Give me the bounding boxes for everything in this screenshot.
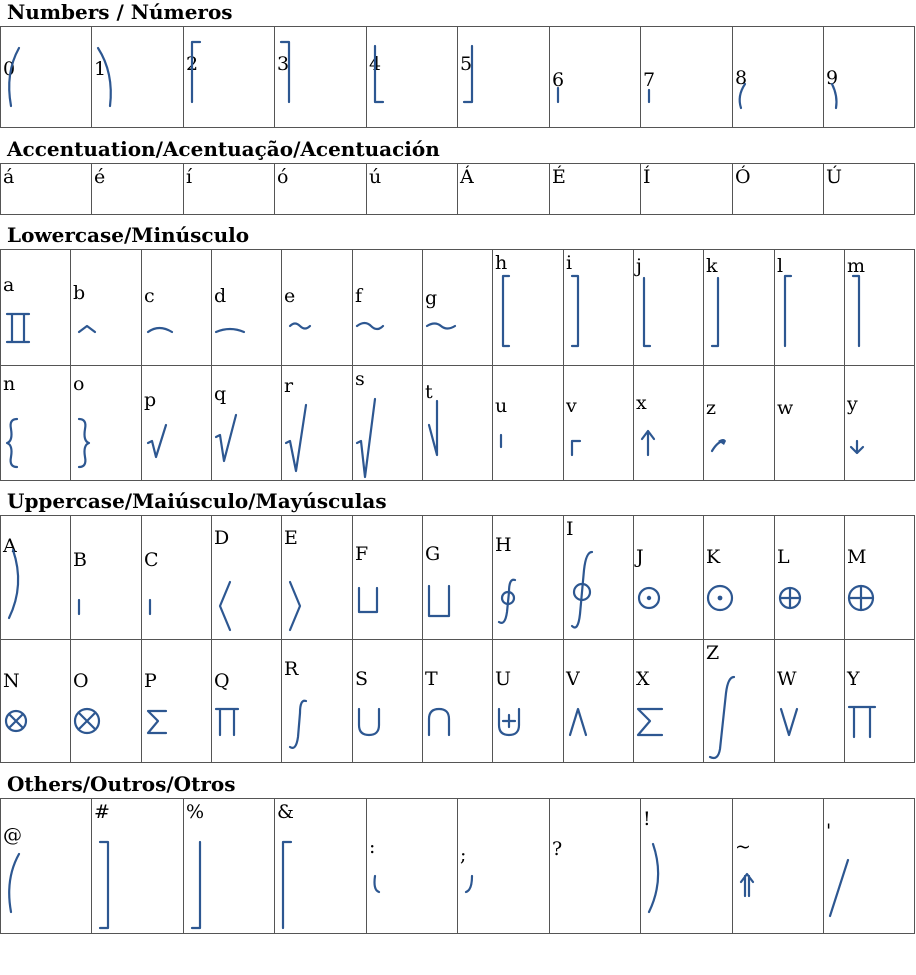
slash-icon — [824, 799, 915, 934]
square-cup-icon — [353, 516, 423, 640]
integral-large-icon — [704, 640, 775, 763]
character-cell[interactable] — [733, 27, 824, 128]
double-bar-pi-icon — [1, 250, 71, 366]
character-key-label: Y — [847, 668, 860, 690]
character-cell[interactable] — [353, 640, 423, 763]
character-key-label: A — [3, 535, 17, 557]
character-key-label: J — [636, 546, 644, 568]
character-key-label: t — [425, 381, 433, 403]
bracket-upper-left-icon — [184, 27, 275, 128]
section-title: Lowercase/Minúsculo — [7, 223, 250, 247]
character-cell[interactable] — [367, 164, 458, 215]
character-key-label: e — [284, 285, 296, 307]
bracket-right-icon — [564, 250, 634, 366]
character-cell[interactable] — [641, 164, 733, 215]
character-key-label: D — [214, 527, 230, 549]
character-cell[interactable] — [142, 250, 212, 366]
character-key-label: B — [73, 549, 87, 571]
character-cell[interactable] — [550, 164, 641, 215]
character-grid — [0, 798, 915, 934]
character-key-label: b — [73, 282, 86, 304]
character-cell[interactable] — [212, 516, 282, 640]
character-key-label: q — [214, 383, 227, 405]
circle-plus-large-icon — [845, 516, 915, 640]
character-cell[interactable] — [282, 366, 353, 481]
contour-integral-icon — [493, 516, 564, 640]
small-hook-right-icon — [458, 799, 550, 934]
character-key-label: ú — [369, 166, 382, 188]
character-cell[interactable] — [458, 799, 550, 934]
character-key-label: @ — [3, 824, 22, 846]
character-cell[interactable] — [275, 27, 367, 128]
character-key-label: 7 — [643, 69, 656, 91]
character-cell[interactable] — [458, 27, 550, 128]
character-key-label: V — [566, 668, 580, 690]
bracket-upper-right-icon — [275, 27, 367, 128]
character-cell[interactable] — [704, 366, 775, 481]
character-cell[interactable] — [704, 516, 775, 640]
character-key-label: ; — [460, 844, 467, 866]
character-cell[interactable] — [775, 366, 845, 481]
character-cell[interactable] — [423, 516, 493, 640]
character-cell[interactable] — [641, 799, 733, 934]
floor-left-icon — [634, 250, 704, 366]
character-key-label: ! — [643, 808, 651, 830]
ceil-left-icon — [775, 250, 845, 366]
radical-xlarge-icon — [353, 366, 423, 481]
character-key-label: c — [144, 285, 155, 307]
pi-large-icon — [845, 640, 915, 763]
hook-icon — [704, 366, 775, 481]
character-key-label: P — [144, 670, 157, 692]
character-key-label: p — [144, 389, 157, 411]
character-key-label: I — [566, 518, 574, 540]
radical-medium-icon — [212, 366, 282, 481]
tilde-small-icon — [282, 250, 353, 366]
character-key-label: É — [552, 166, 566, 188]
character-key-label: í — [186, 166, 193, 188]
pi-icon — [212, 640, 282, 763]
character-key-label: 6 — [552, 69, 565, 91]
contour-integral-large-icon — [564, 516, 634, 640]
character-key-label: j — [636, 255, 642, 277]
small-paren-right-icon — [824, 27, 915, 128]
character-key-label: o — [73, 373, 85, 395]
small-hook-left-icon — [367, 799, 458, 934]
brace-right-icon — [71, 366, 142, 481]
circle-times-icon — [1, 640, 71, 763]
wedge-icon — [564, 640, 634, 763]
character-cell[interactable] — [423, 366, 493, 481]
hat-wide-icon — [142, 250, 212, 366]
character-cell[interactable] — [824, 27, 915, 128]
character-key-label: 0 — [3, 58, 16, 80]
character-cell[interactable] — [71, 250, 142, 366]
section-title: Numbers / Números — [7, 0, 233, 24]
character-cell[interactable] — [353, 366, 423, 481]
character-cell[interactable] — [564, 366, 634, 481]
character-cell[interactable] — [564, 516, 634, 640]
character-key-label: ~ — [735, 836, 751, 858]
character-key-label: 5 — [460, 53, 473, 75]
character-key-label: g — [425, 287, 438, 309]
character-key-label: k — [706, 255, 718, 277]
character-key-label: r — [284, 375, 294, 397]
character-key-label: f — [355, 285, 363, 307]
character-key-label: # — [94, 801, 110, 823]
character-grid — [0, 26, 915, 128]
character-key-label: é — [94, 166, 106, 188]
character-cell[interactable] — [1, 164, 92, 215]
character-key-label: h — [495, 252, 508, 274]
character-cell[interactable] — [184, 164, 275, 215]
character-key-label: 4 — [369, 53, 382, 75]
character-key-label: C — [144, 549, 159, 571]
character-key-label: s — [355, 368, 365, 390]
hat-small-icon — [71, 250, 142, 366]
character-cell[interactable] — [282, 640, 353, 763]
integral-icon — [282, 640, 353, 763]
character-cell[interactable] — [824, 164, 915, 215]
paren-left-icon — [1, 799, 92, 934]
character-cell[interactable] — [353, 250, 423, 366]
character-key-label: 3 — [277, 53, 290, 75]
character-key-label: y — [847, 393, 858, 415]
character-cell[interactable] — [550, 799, 641, 934]
character-cell[interactable] — [641, 27, 733, 128]
bracket-right-tall-icon — [92, 799, 184, 934]
character-key-label: 8 — [735, 67, 748, 89]
character-cell[interactable] — [367, 27, 458, 128]
tilde-wide-icon — [353, 250, 423, 366]
character-key-label: U — [495, 668, 512, 690]
circle-plus-icon — [775, 516, 845, 640]
character-key-label: z — [706, 397, 717, 419]
character-key-label: O — [73, 670, 89, 692]
small-paren-left-icon — [733, 27, 824, 128]
character-key-label: a — [3, 274, 15, 296]
arrow-down-icon — [845, 366, 915, 481]
character-cell[interactable] — [92, 799, 184, 934]
ceil-right-icon — [845, 250, 915, 366]
short-bar-icon — [142, 516, 212, 640]
character-cell[interactable] — [564, 640, 634, 763]
short-bar-icon — [550, 27, 641, 128]
character-key-label: Q — [214, 670, 230, 692]
character-cell[interactable] — [1, 799, 92, 934]
character-key-label: w — [777, 397, 794, 419]
character-cell[interactable] — [493, 366, 564, 481]
character-cell[interactable] — [1, 516, 71, 640]
character-cell[interactable] — [212, 640, 282, 763]
brace-left-icon — [1, 366, 71, 481]
character-cell[interactable] — [212, 366, 282, 481]
character-cell[interactable] — [493, 640, 564, 763]
tiny-bar-icon — [493, 366, 564, 481]
hat-wider-icon — [212, 250, 282, 366]
union-icon — [353, 640, 423, 763]
character-grid — [0, 163, 915, 215]
character-cell[interactable] — [845, 516, 915, 640]
character-key-label: E — [284, 527, 298, 549]
character-key-label: 9 — [826, 67, 839, 89]
character-cell[interactable] — [184, 27, 275, 128]
character-cell[interactable] — [564, 250, 634, 366]
character-key-label: G — [425, 543, 441, 565]
character-cell[interactable] — [71, 640, 142, 763]
character-key-label: % — [186, 801, 205, 823]
character-cell[interactable] — [92, 27, 184, 128]
bracket-lower-right-icon — [458, 27, 550, 128]
character-cell[interactable] — [1, 640, 71, 763]
character-key-label: T — [425, 668, 438, 690]
character-cell[interactable] — [423, 250, 493, 366]
character-cell[interactable] — [493, 516, 564, 640]
character-cell[interactable] — [704, 640, 775, 763]
character-cell[interactable] — [550, 27, 641, 128]
character-key-label: d — [214, 285, 227, 307]
character-cell[interactable] — [142, 366, 212, 481]
circle-dot-icon — [634, 516, 704, 640]
character-cell[interactable] — [733, 164, 824, 215]
character-cell[interactable] — [634, 250, 704, 366]
angle-left-icon — [212, 516, 282, 640]
short-bar-icon — [71, 516, 142, 640]
character-cell[interactable] — [423, 640, 493, 763]
character-key-label: ó — [277, 166, 289, 188]
character-key-label: S — [355, 668, 369, 690]
character-cell[interactable] — [1, 27, 92, 128]
character-cell[interactable] — [733, 799, 824, 934]
character-cell[interactable] — [367, 799, 458, 934]
intersection-icon — [423, 640, 493, 763]
character-key-label: 1 — [94, 58, 107, 80]
character-cell[interactable] — [282, 250, 353, 366]
character-key-label: n — [3, 373, 16, 395]
sigma-large-icon — [634, 640, 704, 763]
character-key-label: Í — [643, 166, 651, 188]
character-key-label: v — [566, 395, 577, 417]
character-cell[interactable] — [845, 366, 915, 481]
character-cell[interactable] — [824, 799, 915, 934]
character-key-label: Á — [460, 166, 474, 188]
radical-vertical-icon — [423, 366, 493, 481]
circle-times-large-icon — [71, 640, 142, 763]
arrow-up-icon — [634, 366, 704, 481]
character-cell[interactable] — [634, 516, 704, 640]
bracket-lower-right-tall-icon — [184, 799, 275, 934]
character-cell[interactable] — [493, 250, 564, 366]
character-key-label: Z — [706, 642, 720, 664]
angle-right-icon — [282, 516, 353, 640]
character-cell[interactable] — [845, 250, 915, 366]
character-key-label: Ó — [735, 166, 751, 188]
character-cell[interactable] — [1, 250, 71, 366]
bracket-left-icon — [493, 250, 564, 366]
character-key-label: K — [706, 546, 721, 568]
character-cell[interactable] — [71, 366, 142, 481]
character-key-label: L — [777, 546, 790, 568]
character-cell[interactable] — [71, 516, 142, 640]
character-key-label: H — [495, 534, 512, 556]
character-cell[interactable] — [275, 799, 367, 934]
character-cell[interactable] — [184, 799, 275, 934]
character-key-label: ' — [826, 820, 832, 842]
character-cell[interactable] — [845, 640, 915, 763]
character-cell[interactable] — [282, 516, 353, 640]
character-cell[interactable] — [142, 516, 212, 640]
tilde-wider-icon — [423, 250, 493, 366]
bracket-lower-left-icon — [367, 27, 458, 128]
character-cell[interactable] — [142, 640, 212, 763]
character-cell[interactable] — [212, 250, 282, 366]
character-key-label: ? — [552, 838, 563, 860]
short-bar-thin-icon — [641, 27, 733, 128]
character-cell[interactable] — [634, 640, 704, 763]
character-cell[interactable] — [634, 366, 704, 481]
radical-small-icon — [142, 366, 212, 481]
character-cell[interactable] — [1, 366, 71, 481]
character-key-label: x — [636, 392, 647, 414]
character-key-label: u — [495, 395, 508, 417]
double-arrow-up-icon — [733, 799, 824, 934]
character-key-label: 2 — [186, 53, 199, 75]
character-key-label: á — [3, 166, 15, 188]
character-grid — [0, 249, 915, 481]
sigma-icon — [142, 640, 212, 763]
paren-left-icon — [1, 27, 92, 128]
character-cell[interactable] — [275, 164, 367, 215]
square-cup-large-icon — [423, 516, 493, 640]
paren-right-icon — [92, 27, 184, 128]
character-key-label: N — [3, 670, 20, 692]
character-key-label: & — [277, 801, 294, 823]
large-paren-right-icon — [1, 516, 71, 640]
character-key-label: i — [566, 252, 573, 274]
radical-large-icon — [282, 366, 353, 481]
character-cell[interactable] — [92, 164, 184, 215]
character-cell[interactable] — [353, 516, 423, 640]
character-cell[interactable] — [704, 250, 775, 366]
floor-right-icon — [704, 250, 775, 366]
character-key-label: F — [355, 543, 369, 565]
character-cell[interactable] — [775, 250, 845, 366]
character-cell[interactable] — [775, 640, 845, 763]
character-key-label: W — [777, 668, 797, 690]
character-key-label: Ú — [826, 166, 843, 188]
character-cell[interactable] — [458, 164, 550, 215]
corner-icon — [564, 366, 634, 481]
character-key-label: R — [284, 658, 299, 680]
bracket-upper-left-tall-icon — [275, 799, 367, 934]
section-title: Uppercase/Maiúsculo/Mayúsculas — [7, 489, 387, 513]
character-key-label: m — [847, 255, 866, 277]
vee-icon — [775, 640, 845, 763]
character-key-label: X — [636, 668, 650, 690]
character-key-label: : — [369, 836, 376, 858]
section-title: Others/Outros/Otros — [7, 772, 236, 796]
character-key-label: l — [777, 255, 784, 277]
large-paren-right-icon — [641, 799, 733, 934]
section-title: Accentuation/Acentuação/Acentuación — [7, 137, 440, 161]
circle-dot-large-icon — [704, 516, 775, 640]
character-grid — [0, 515, 915, 763]
character-cell[interactable] — [775, 516, 845, 640]
character-key-label: M — [847, 546, 867, 568]
union-plus-icon — [493, 640, 564, 763]
